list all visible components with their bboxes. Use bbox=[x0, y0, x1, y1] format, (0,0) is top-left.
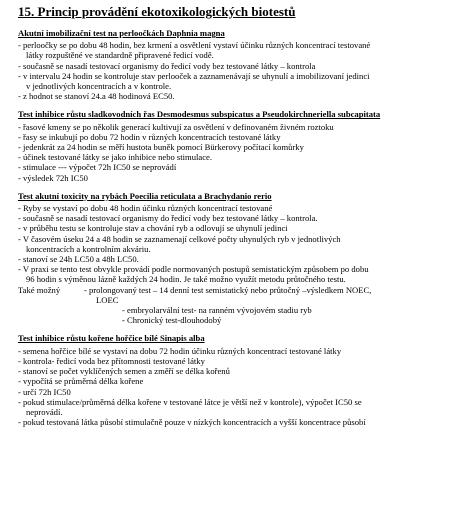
list-item: - embryolarvální test- na ranném vývojovém stadiu ryb bbox=[122, 305, 312, 316]
list-item: - semena hořčice bílé se vystaví na dobu 72 hodin účinku různých koncentrací testované látky bbox=[18, 345, 342, 356]
list-item: - stanoví se 24h LC50 a 48h LC50. bbox=[18, 254, 139, 265]
list-item-continuation: koncentracích a kontrolním akváriu. bbox=[26, 243, 151, 254]
list-item: - výsledek 72h IC50 bbox=[18, 172, 88, 183]
list-item-continuation: látky rozpuštěné ve standardně připravené ředicí vodě. bbox=[26, 50, 214, 61]
list-item: - perloočky se po dobu 48 hodin, bez krmení a osvětlení vystaví účinku různých koncentrací testované bbox=[18, 40, 371, 51]
section-fish bbox=[18, 191, 449, 326]
section-heading: Akutní imobilizační test na perloočkách Daphnia magna bbox=[18, 28, 225, 38]
list-item: - vypočítá se průměrná délka kořene bbox=[18, 376, 144, 387]
list-item: - jedenkrát za 24 hodin se měří hustota buněk pomocí Bürkerovy počítací komůrky bbox=[18, 142, 304, 153]
page-title: 15. Princip provádění ekotoxikologických biotestů bbox=[18, 4, 296, 19]
list-item-continuation: v jednotlivých koncentracích a v kontrole. bbox=[26, 81, 172, 92]
list-item: - řasové kmeny se po několik generací kultivují za osvětlení v definovaném živném roztoku bbox=[18, 121, 334, 132]
list-item: - Chronický test-dlouhodobý bbox=[122, 315, 222, 326]
list-item: - V praxi se tento test obvykle provádí podle normovaných postupů semistatickým způsobem po dobu bbox=[18, 264, 369, 275]
section-heading: Test akutní toxicity na rybách Poecilia reticulata a Brachydanio rerio bbox=[18, 190, 272, 201]
list-item: - současně se nasadí testovací organismy do ředicí vody bez testované látky – kontrola bbox=[18, 60, 316, 71]
list-item: - kontrola- ředicí voda bez přítomnosti testované látky bbox=[18, 355, 205, 366]
list-item: - v intervalu 24 hodin se kontroluje stav perlooček a zaznamenávají se uhynulí a imobilizovaní jedinci bbox=[18, 70, 370, 81]
list-item: - z hodnot se stanoví 24.a 48 hodinová EC50. bbox=[18, 91, 175, 102]
list-item: - V časovém úseku 24 a 48 hodin se zaznamenají celkové počty uhynulých ryb v jednotlivých bbox=[18, 233, 341, 244]
list-item-continuation: LOEC bbox=[96, 294, 119, 305]
also-possible-label: Také možný bbox=[18, 284, 61, 295]
list-item: - prolongovaný test – 14 denní test semistatický nebo průtočný –výsledkem NOEC, bbox=[84, 284, 372, 295]
section-heading: Test inhibice růstu kořene hořčice bílé Sinapis alba bbox=[18, 333, 205, 344]
list-item: - v průběhu testu se kontroluje stav a chování ryb a odlovují se uhynulí jedinci bbox=[18, 223, 288, 234]
also-possible-block bbox=[18, 285, 449, 326]
list-item: - Ryby se vystaví po dobu 48 hodin účinku různých koncentrací testované bbox=[18, 203, 273, 214]
also-possible-list bbox=[84, 285, 449, 326]
list-item: - pokud stimulace/průměrná délka kořene v testované látce je větší než v kontrole), výpočet IC50 se bbox=[18, 396, 362, 407]
list-item-continuation: 96 hodin s výměnou lázně každých 24 hodin. Je také možno využít metodu průtočného testu. bbox=[26, 274, 346, 285]
list-item: - stanoví se počet vyklíčených semen a změří se délka kořenů bbox=[18, 366, 230, 377]
list-item: - pokud testovaná látka působí stimulačně pouze v nízkých koncentracích a vyšší koncentrace působí bbox=[18, 417, 366, 428]
list-item: - určí 72h IC50 bbox=[18, 386, 71, 397]
section-daphnia bbox=[18, 28, 449, 101]
list-item: - řasy se inkubují po dobu 72 hodin v různých koncentracích testované látky bbox=[18, 131, 281, 142]
list-item-continuation: neprovádí. bbox=[26, 406, 63, 417]
section-heading: Test inhibice růstu sladkovodních řas Desmodesmus subspicatus a Pseudokirchneriella subcapitata bbox=[18, 109, 381, 120]
list-item: - současně se nasadí testovací organismy do ředicí vody bez testované látky – kontrola. bbox=[18, 213, 318, 224]
section-algae bbox=[18, 109, 449, 182]
section-sinapis bbox=[18, 333, 449, 427]
list-item: - účinek testované látky se jako inhibice nebo stimulace. bbox=[18, 152, 213, 163]
list-item: - stimulace --- výpočet 72h IC50 se neprovádí bbox=[18, 162, 177, 173]
